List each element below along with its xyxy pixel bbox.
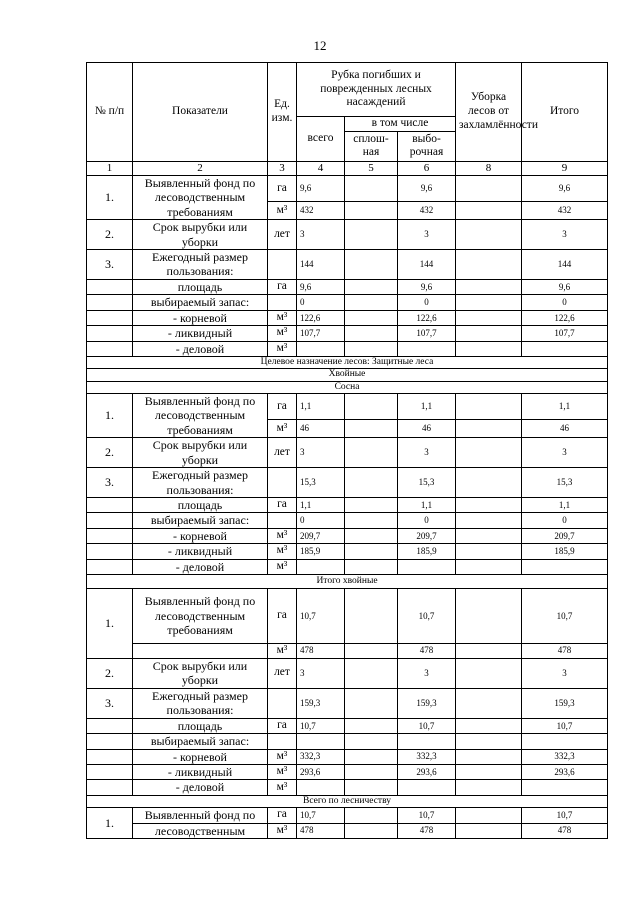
value-selective: 185,9	[398, 544, 456, 559]
value-clear	[345, 643, 398, 658]
forest-use-table	[86, 62, 608, 839]
unit-cell: м³	[268, 420, 297, 438]
section-row	[87, 574, 608, 588]
indicator-name: Срок вырубки или уборки	[133, 220, 268, 250]
unit-cell: га	[268, 394, 297, 420]
unit-cell: га	[268, 588, 297, 643]
unit-cell: м³	[268, 544, 297, 559]
unit-cell: м³	[268, 749, 297, 764]
value-total	[297, 734, 345, 749]
table-row	[87, 749, 608, 764]
header-itogo: Итого	[522, 63, 608, 162]
value-clear	[345, 249, 398, 279]
value-clear	[345, 220, 398, 250]
value-clear	[345, 468, 398, 498]
value-itogo	[522, 734, 608, 749]
value-total	[297, 780, 345, 795]
value-selective: 3	[398, 220, 456, 250]
indicator-name: Срок вырубки или уборки	[133, 658, 268, 688]
value-clear	[345, 780, 398, 795]
value-itogo: 10,7	[522, 718, 608, 733]
column-number: 6	[398, 161, 456, 175]
unit-cell: м³	[268, 202, 297, 220]
indicator-name: - корневой	[133, 749, 268, 764]
value-cleaning	[456, 310, 522, 325]
value-itogo: 1,1	[522, 394, 608, 420]
indicator-name: Выявленный фонд по	[133, 808, 268, 823]
table-row	[87, 658, 608, 688]
value-total: 15,3	[297, 468, 345, 498]
value-selective: 9,6	[398, 279, 456, 294]
section-title: Всего по лесничеству	[87, 795, 608, 807]
indicator-name: - деловой	[133, 341, 268, 356]
value-selective	[398, 780, 456, 795]
table-row	[87, 643, 608, 658]
value-selective: 0	[398, 513, 456, 528]
column-number: 4	[297, 161, 345, 175]
value-cleaning	[456, 688, 522, 718]
indicator-name: - ликвидный	[133, 544, 268, 559]
table-row	[87, 220, 608, 250]
value-itogo: 0	[522, 513, 608, 528]
value-total	[297, 559, 345, 574]
indicator-name: выбираемый запас:	[133, 513, 268, 528]
value-cleaning	[456, 249, 522, 279]
value-total: 46	[297, 420, 345, 438]
header-num: № п/п	[87, 63, 133, 162]
value-clear	[345, 528, 398, 543]
value-clear	[345, 310, 398, 325]
table-row	[87, 394, 608, 420]
table-row	[87, 808, 608, 823]
section-title: Целевое назначение лесов: Защитные леса	[87, 356, 608, 368]
value-total: 332,3	[297, 749, 345, 764]
value-selective: 144	[398, 249, 456, 279]
header-clear: сплош-ная	[345, 131, 398, 161]
indicator-name: Срок вырубки или уборки	[133, 438, 268, 468]
value-itogo: 293,6	[522, 764, 608, 779]
value-cleaning	[456, 658, 522, 688]
table-row	[87, 310, 608, 325]
value-cleaning	[456, 588, 522, 643]
indicator-name: Выявленный фонд по лесоводственным требованиям	[133, 175, 268, 219]
indicator-name: - деловой	[133, 780, 268, 795]
row-number	[87, 341, 133, 356]
value-itogo: 9,6	[522, 175, 608, 201]
value-selective: 46	[398, 420, 456, 438]
value-total: 478	[297, 643, 345, 658]
page-number: 12	[313, 38, 327, 53]
unit-cell: м³	[268, 643, 297, 658]
table-row	[87, 823, 608, 838]
value-itogo: 144	[522, 249, 608, 279]
table-row	[87, 718, 608, 733]
value-cleaning	[456, 394, 522, 420]
section-title: Сосна	[87, 381, 608, 393]
value-cleaning	[456, 643, 522, 658]
value-itogo: 10,7	[522, 808, 608, 823]
value-clear	[345, 749, 398, 764]
header-unit: Ед. изм.	[268, 63, 297, 162]
value-selective: 0	[398, 295, 456, 310]
unit-cell: м³	[268, 326, 297, 341]
row-number	[87, 528, 133, 543]
column-numbers-row	[87, 161, 608, 175]
section-row	[87, 795, 608, 807]
value-itogo: 332,3	[522, 749, 608, 764]
column-number: 9	[522, 161, 608, 175]
value-cleaning	[456, 808, 522, 823]
header-selective: выбо-рочная	[398, 131, 456, 161]
value-clear	[345, 658, 398, 688]
table-row	[87, 544, 608, 559]
value-itogo: 122,6	[522, 310, 608, 325]
value-clear	[345, 734, 398, 749]
value-cleaning	[456, 326, 522, 341]
table-row	[87, 498, 608, 513]
value-total: 432	[297, 202, 345, 220]
value-clear	[345, 498, 398, 513]
value-itogo: 3	[522, 438, 608, 468]
table-row	[87, 326, 608, 341]
value-cleaning	[456, 279, 522, 294]
value-clear	[345, 513, 398, 528]
value-cleaning	[456, 220, 522, 250]
value-total: 122,6	[297, 310, 345, 325]
value-itogo	[522, 559, 608, 574]
table-row	[87, 438, 608, 468]
value-selective: 15,3	[398, 468, 456, 498]
unit-cell: м³	[268, 764, 297, 779]
value-selective: 332,3	[398, 749, 456, 764]
value-clear	[345, 295, 398, 310]
table-row	[87, 588, 608, 643]
value-selective: 3	[398, 438, 456, 468]
value-total: 1,1	[297, 394, 345, 420]
value-itogo: 1,1	[522, 498, 608, 513]
row-number	[87, 749, 133, 764]
indicator-name: Выявленный фонд по лесоводственным требованиям	[133, 588, 268, 643]
table-row	[87, 734, 608, 749]
header-cleaning: Уборка лесов от захламлённости	[456, 63, 522, 162]
value-selective: 10,7	[398, 588, 456, 643]
value-cleaning	[456, 764, 522, 779]
table-header	[87, 63, 608, 176]
indicator-name: - деловой	[133, 559, 268, 574]
value-itogo: 107,7	[522, 326, 608, 341]
header-indicators: Показатели	[133, 63, 268, 162]
value-total: 293,6	[297, 764, 345, 779]
table-row	[87, 175, 608, 201]
indicator-name: - ликвидный	[133, 326, 268, 341]
value-itogo: 3	[522, 220, 608, 250]
section-title: Итого хвойные	[87, 574, 608, 588]
value-cleaning	[456, 420, 522, 438]
value-total: 3	[297, 220, 345, 250]
unit-cell	[268, 468, 297, 498]
unit-cell: м³	[268, 310, 297, 325]
value-itogo	[522, 341, 608, 356]
row-number	[87, 326, 133, 341]
value-total: 159,3	[297, 688, 345, 718]
value-itogo: 432	[522, 202, 608, 220]
value-selective: 1,1	[398, 498, 456, 513]
row-number	[87, 279, 133, 294]
value-clear	[345, 823, 398, 838]
indicator-name: лесоводственным	[133, 823, 268, 838]
value-itogo: 478	[522, 643, 608, 658]
table-body	[87, 175, 608, 838]
indicator-name: Ежегодный размер пользования:	[133, 249, 268, 279]
value-total: 0	[297, 513, 345, 528]
value-cleaning	[456, 468, 522, 498]
table-row	[87, 341, 608, 356]
value-clear	[345, 588, 398, 643]
value-selective	[398, 559, 456, 574]
value-total: 144	[297, 249, 345, 279]
value-clear	[345, 438, 398, 468]
value-selective: 107,7	[398, 326, 456, 341]
value-itogo: 10,7	[522, 588, 608, 643]
table-row	[87, 780, 608, 795]
unit-cell: м³	[268, 528, 297, 543]
unit-cell: лет	[268, 438, 297, 468]
value-clear	[345, 808, 398, 823]
value-selective: 432	[398, 202, 456, 220]
indicator-name: - корневой	[133, 528, 268, 543]
row-number: 2.	[87, 220, 133, 250]
value-clear	[345, 559, 398, 574]
value-cleaning	[456, 749, 522, 764]
unit-cell	[268, 688, 297, 718]
value-cleaning	[456, 528, 522, 543]
row-number	[87, 718, 133, 733]
row-number	[87, 780, 133, 795]
value-selective: 10,7	[398, 718, 456, 733]
value-total: 9,6	[297, 175, 345, 201]
table-row	[87, 279, 608, 294]
value-selective: 10,7	[398, 808, 456, 823]
value-selective: 293,6	[398, 764, 456, 779]
row-number: 1.	[87, 588, 133, 658]
row-number	[87, 513, 133, 528]
value-clear	[345, 420, 398, 438]
value-total: 10,7	[297, 718, 345, 733]
row-number	[87, 734, 133, 749]
indicator-name: Выявленный фонд по лесоводственным требованиям	[133, 394, 268, 438]
value-selective: 122,6	[398, 310, 456, 325]
value-cleaning	[456, 544, 522, 559]
value-total: 185,9	[297, 544, 345, 559]
row-number: 2.	[87, 438, 133, 468]
value-cleaning	[456, 823, 522, 838]
value-selective: 478	[398, 823, 456, 838]
indicator-name: - корневой	[133, 310, 268, 325]
value-total: 10,7	[297, 588, 345, 643]
unit-cell	[268, 513, 297, 528]
value-selective: 209,7	[398, 528, 456, 543]
value-clear	[345, 718, 398, 733]
unit-cell: м³	[268, 780, 297, 795]
section-row	[87, 381, 608, 393]
value-clear	[345, 688, 398, 718]
value-total: 107,7	[297, 326, 345, 341]
section-row	[87, 369, 608, 381]
value-selective: 478	[398, 643, 456, 658]
indicator-name	[133, 643, 268, 658]
value-total: 9,6	[297, 279, 345, 294]
value-clear	[345, 279, 398, 294]
row-number: 3.	[87, 249, 133, 279]
value-cleaning	[456, 438, 522, 468]
value-selective: 9,6	[398, 175, 456, 201]
value-cleaning	[456, 295, 522, 310]
value-clear	[345, 764, 398, 779]
table-row	[87, 764, 608, 779]
value-cleaning	[456, 202, 522, 220]
indicator-name: выбираемый запас:	[133, 295, 268, 310]
unit-cell: га	[268, 718, 297, 733]
unit-cell: га	[268, 175, 297, 201]
section-row	[87, 356, 608, 368]
value-cleaning	[456, 175, 522, 201]
table-row	[87, 468, 608, 498]
value-cleaning	[456, 341, 522, 356]
row-number: 1.	[87, 175, 133, 219]
column-number: 8	[456, 161, 522, 175]
value-total: 0	[297, 295, 345, 310]
value-total: 3	[297, 438, 345, 468]
value-total: 209,7	[297, 528, 345, 543]
value-clear	[345, 175, 398, 201]
value-selective: 3	[398, 658, 456, 688]
value-itogo: 0	[522, 295, 608, 310]
row-number: 3.	[87, 468, 133, 498]
indicator-name: - ликвидный	[133, 764, 268, 779]
value-clear	[345, 544, 398, 559]
table-row	[87, 528, 608, 543]
unit-cell: га	[268, 808, 297, 823]
row-number	[87, 559, 133, 574]
value-selective: 1,1	[398, 394, 456, 420]
table-row	[87, 295, 608, 310]
value-itogo: 3	[522, 658, 608, 688]
value-itogo: 15,3	[522, 468, 608, 498]
value-cleaning	[456, 559, 522, 574]
value-itogo	[522, 780, 608, 795]
value-total: 10,7	[297, 808, 345, 823]
row-number	[87, 764, 133, 779]
unit-cell	[268, 249, 297, 279]
row-number	[87, 310, 133, 325]
value-itogo: 9,6	[522, 279, 608, 294]
value-itogo: 478	[522, 823, 608, 838]
unit-cell: лет	[268, 220, 297, 250]
table-row	[87, 513, 608, 528]
column-number: 2	[133, 161, 268, 175]
row-number	[87, 498, 133, 513]
row-number: 1.	[87, 394, 133, 438]
value-total	[297, 341, 345, 356]
unit-cell: м³	[268, 341, 297, 356]
section-title: Хвойные	[87, 369, 608, 381]
header-including: в том числе	[345, 117, 456, 132]
row-number	[87, 295, 133, 310]
value-cleaning	[456, 718, 522, 733]
value-clear	[345, 341, 398, 356]
value-total: 478	[297, 823, 345, 838]
unit-cell: лет	[268, 658, 297, 688]
value-selective: 159,3	[398, 688, 456, 718]
value-itogo: 209,7	[522, 528, 608, 543]
indicator-name: площадь	[133, 279, 268, 294]
indicator-name: выбираемый запас:	[133, 734, 268, 749]
value-clear	[345, 326, 398, 341]
table-row	[87, 559, 608, 574]
value-cleaning	[456, 734, 522, 749]
row-number: 2.	[87, 658, 133, 688]
indicator-name: площадь	[133, 498, 268, 513]
row-number: 3.	[87, 688, 133, 718]
value-cleaning	[456, 780, 522, 795]
table-row	[87, 249, 608, 279]
value-selective	[398, 734, 456, 749]
column-number: 5	[345, 161, 398, 175]
unit-cell: га	[268, 498, 297, 513]
unit-cell	[268, 295, 297, 310]
column-number: 3	[268, 161, 297, 175]
value-total: 1,1	[297, 498, 345, 513]
header-total: всего	[297, 117, 345, 162]
unit-cell: м³	[268, 559, 297, 574]
value-clear	[345, 394, 398, 420]
indicator-name: площадь	[133, 718, 268, 733]
indicator-name: Ежегодный размер пользования:	[133, 468, 268, 498]
row-number	[87, 544, 133, 559]
value-itogo: 185,9	[522, 544, 608, 559]
value-itogo: 46	[522, 420, 608, 438]
value-selective	[398, 341, 456, 356]
unit-cell: га	[268, 279, 297, 294]
table-row	[87, 688, 608, 718]
value-cleaning	[456, 498, 522, 513]
row-number: 1.	[87, 808, 133, 839]
unit-cell	[268, 734, 297, 749]
value-clear	[345, 202, 398, 220]
indicator-name: Ежегодный размер пользования:	[133, 688, 268, 718]
unit-cell: м³	[268, 823, 297, 838]
column-number: 1	[87, 161, 133, 175]
value-itogo: 159,3	[522, 688, 608, 718]
value-total: 3	[297, 658, 345, 688]
value-cleaning	[456, 513, 522, 528]
header-felling: Рубка погибших и поврежденных лесных насаждений	[297, 63, 456, 117]
